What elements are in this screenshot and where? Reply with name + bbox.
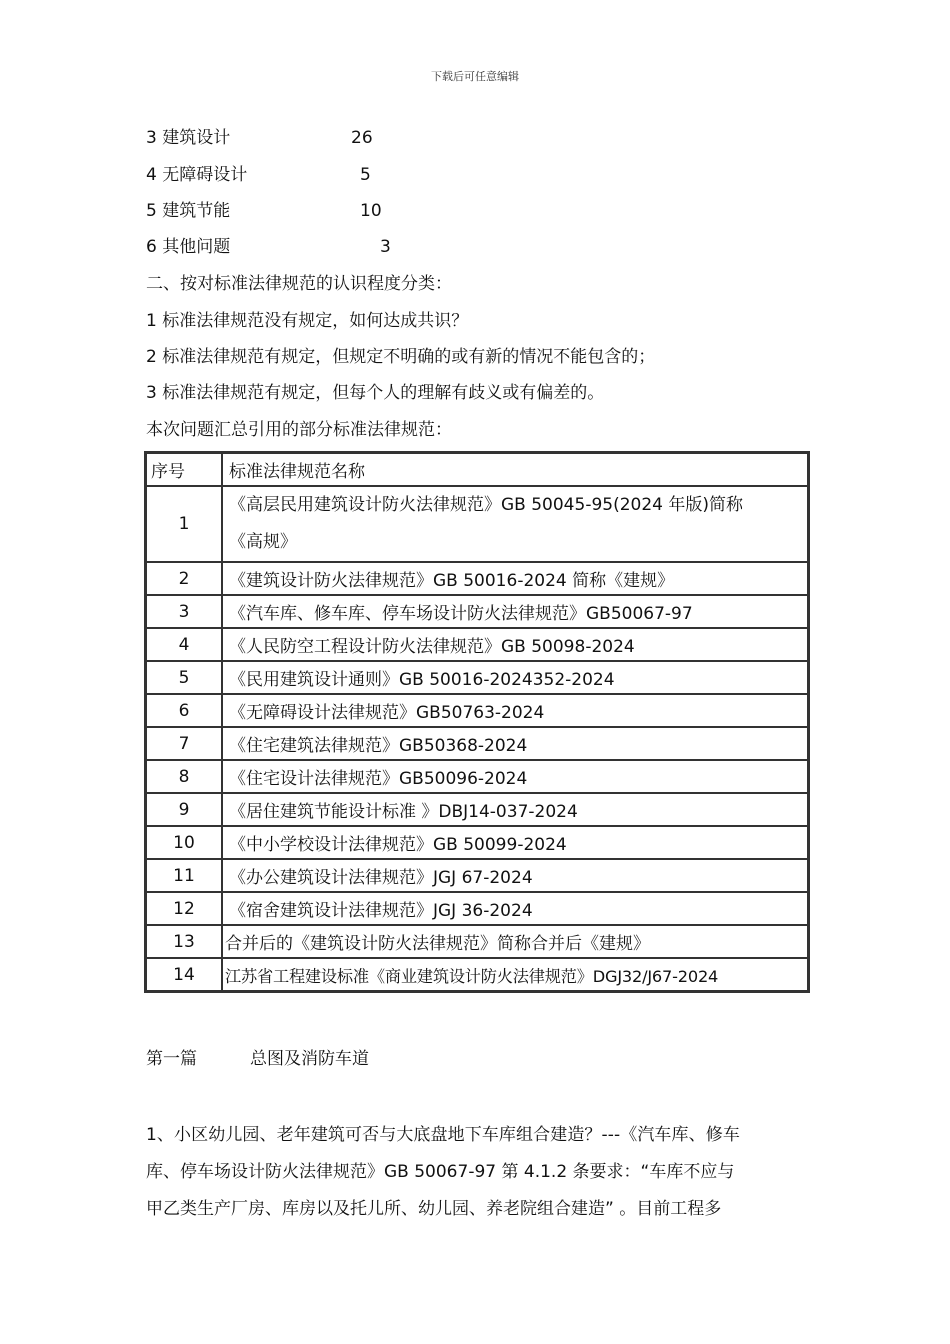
- page-header: 下载后可任意编辑: [431, 70, 519, 83]
- row-name: 《建筑设计防火法律规范》GB 50016-2024 简称《建规》: [222, 562, 808, 595]
- row-name: 合并后的《建筑设计防火法律规范》简称合并后《建规》: [222, 925, 808, 958]
- count-label-1: 3 建筑设计: [146, 128, 231, 148]
- row-name-line1: 《高层民用建筑设计防火法律规范》GB 50045-95(2024 年版)简称: [229, 495, 744, 515]
- table-row: [146, 562, 808, 595]
- row-num: 3: [146, 595, 222, 628]
- row-name: 《办公建筑设计法律规范》JGJ 67-2024: [222, 859, 808, 892]
- table-row: [146, 826, 808, 859]
- section-item-2: 2 标准法律规范有规定，但规定不明确的或有新的情况不能包含的；: [146, 347, 656, 367]
- header-seq: 序号: [146, 453, 222, 486]
- count-label-3: 5 建筑节能: [146, 201, 231, 221]
- row-name: 《住宅建筑法律规范》GB50368-2024: [222, 727, 808, 760]
- row-num: 2: [146, 562, 222, 595]
- row-name: 《居住建筑节能设计标准 》DBJ14-037-2024: [222, 793, 808, 826]
- count-value-1: 26: [351, 128, 373, 148]
- table-row: [146, 760, 808, 793]
- paragraph-line-3: 甲乙类生产厂房、库房以及托儿所、幼儿园、养老院组合建造” 。目前工程多: [146, 1199, 722, 1219]
- table-header-row: [146, 453, 808, 486]
- table-row: [146, 628, 808, 661]
- paragraph-line-2: 库、停车场设计防火法律规范》GB 50067-97 第 4.1.2 条要求：“车库不应与: [146, 1162, 735, 1182]
- row-num: 13: [146, 925, 222, 958]
- table-row: [146, 595, 808, 628]
- row-name: 《中小学校设计法律规范》GB 50099-2024: [222, 826, 808, 859]
- row-name-line2: 《高规》: [229, 532, 297, 552]
- row-num: 12: [146, 892, 222, 925]
- table-intro: 本次问题汇总引用的部分标准法律规范：: [146, 420, 452, 440]
- table-row: [146, 793, 808, 826]
- row-num: 8: [146, 760, 222, 793]
- count-label-2: 4 无障碍设计: [146, 165, 248, 185]
- table-row: [146, 958, 808, 991]
- table-row: [146, 925, 808, 958]
- table-row: [146, 727, 808, 760]
- row-name: 《汽车库、修车库、停车场设计防火法律规范》GB50067-97: [222, 595, 808, 628]
- table-row: [146, 486, 808, 562]
- row-num: 5: [146, 661, 222, 694]
- count-value-2: 5: [360, 165, 371, 185]
- header-name: 标准法律规范名称: [222, 453, 808, 486]
- row-name: [222, 486, 808, 562]
- row-num: 1: [146, 486, 222, 562]
- row-name: 《民用建筑设计通则》GB 50016-2024352-2024: [222, 661, 808, 694]
- count-label-4: 6 其他问题: [146, 237, 231, 257]
- paragraph: [146, 1117, 810, 1228]
- row-num: 9: [146, 793, 222, 826]
- chapter-title: 总图及消防车道: [250, 1049, 369, 1069]
- section-item-3: 3 标准法律规范有规定，但每个人的理解有歧义或有偏差的。: [146, 383, 605, 403]
- table-row: [146, 661, 808, 694]
- row-num: 7: [146, 727, 222, 760]
- row-num: 11: [146, 859, 222, 892]
- table-row: [146, 694, 808, 727]
- chapter-label: 第一篇: [146, 1049, 197, 1069]
- table-row: [146, 859, 808, 892]
- row-name: 江苏省工程建设标准《商业建筑设计防火法律规范》DGJ32/J67-2024: [222, 958, 808, 991]
- section-item-1: 1 标准法律规范没有规定，如何达成共识？: [146, 311, 469, 331]
- paragraph-line-1: 1、小区幼儿园、老年建筑可否与大底盘地下车库组合建造？---《汽车库、修车: [146, 1125, 740, 1145]
- row-num: 10: [146, 826, 222, 859]
- row-name: 《人民防空工程设计防火法律规范》GB 50098-2024: [222, 628, 808, 661]
- row-num: 14: [146, 958, 222, 991]
- row-name: 《住宅设计法律规范》GB50096-2024: [222, 760, 808, 793]
- table-row: [146, 892, 808, 925]
- standards-table: [144, 451, 810, 993]
- count-value-3: 10: [360, 201, 382, 221]
- row-name: 《无障碍设计法律规范》GB50763-2024: [222, 694, 808, 727]
- row-name: 《宿舍建筑设计法律规范》JGJ 36-2024: [222, 892, 808, 925]
- section-title: 二、按对标准法律规范的认识程度分类：: [146, 274, 452, 294]
- row-num: 4: [146, 628, 222, 661]
- count-value-4: 3: [380, 237, 391, 257]
- row-num: 6: [146, 694, 222, 727]
